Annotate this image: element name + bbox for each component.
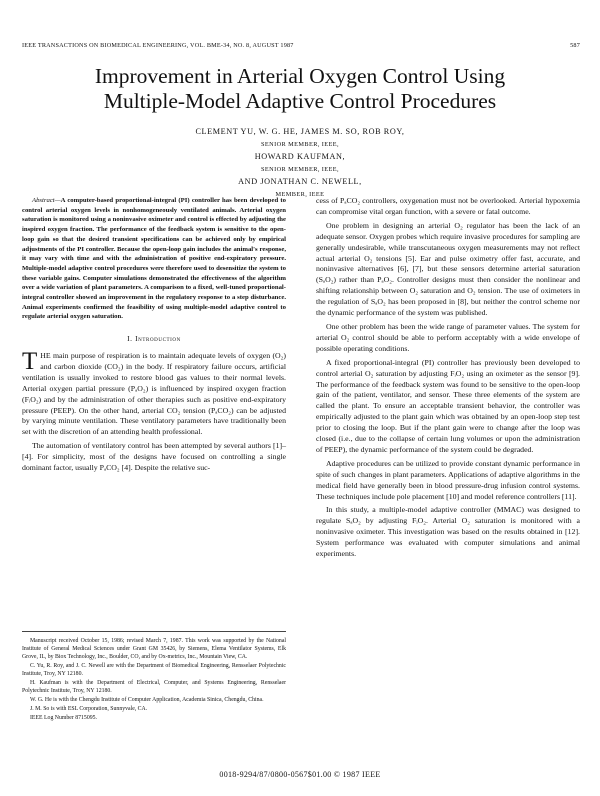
right-paragraph-4: A fixed proportional-integral (PI) controller has previously been developed to control arterial O₂ saturation by adjusting FᵢO₂ using an oximeter as the sensor [9]. The performance of the feedback system was found to be sensitive to the open-loop gain of the patient, ventilator, and sensor. These three elements of the system are called the plant. To ensure an acceptable transient behavior, the controller was empirically adjusted to the plant gain which was obtained by an open-loop step test prior to closing the loop. But if the plant gain were to change after the loop was closed (i.e., due to the collapse of certain lung volumes or upon the administration of PEEP), the dynamic performance of the system could be degraded. [316, 357, 580, 454]
abstract-label: Abstract— [32, 197, 61, 204]
right-paragraph-6: In this study, a multiple-model adaptive controller (MMAC) was designed to regulate SₐO₂ by adjusting FᵢO₂. Arterial O₂ saturation is monitored with a noninvasive oximeter. This investigation was based on the results obtained in [12]. System performance was evaluated with computer simulations and animal experiments. [316, 505, 580, 559]
author-block [0, 126, 600, 201]
section-heading-introduction: I. Introduction [127, 334, 181, 344]
author-member-title-3: MEMBER, IEEE [275, 190, 325, 198]
author-line-2 [0, 151, 600, 176]
author-line-1 [0, 126, 600, 151]
right-paragraph-5: Adaptive procedures can be utilized to provide constant dynamic performance in spite of such changes in plant parameters. Applications of adaptive algorithms in the medical field have generally been in blood pressure-drug infusion control systems. These techniques include pole placement [10] and model reference controllers [11]. [316, 458, 580, 501]
abstract-text: A computer-based proportional-integral (PI) controller has been developed to control arterial oxygen levels in nonhomogeneously ventilated animals. Arterial oxygen saturation is monitored using a noninvasive oximeter and control is effected by adjusting the inspired oxygen fraction. The performance of the feedback system is sensitive to the open-loop gain so that the desired transient specifications can be achieved only by empirical adjustments of the PI controller. Because the open-loop gain includes the animal's response, it may vary with time and with the administration of positive end-expiratory pressure. Multiple-model adaptive control procedures were therefore used to desensitize the system to these variable gains. Computer simulations demonstrated the effectiveness of the algorithm over a wide variation of plant parameters. A comparison to a fixed, well-tuned proportional-integral controller showed an improvement in the regulatory response to a step disturbance. Animal experiments confirmed the feasibility of using multiple-model adaptive control to regulate arterial oxygen saturation. [22, 197, 286, 321]
running-head [22, 42, 580, 49]
footnote-affiliation-4: J. M. So is with ESL Corporation, Sunnyvale, CA. [30, 706, 148, 712]
page-number: 587 [570, 42, 580, 49]
footnote-affiliation-1: C. Yu, R. Roy, and J. C. Newell are with the Department of Biomedical Engineering, Rensselaer Polytechnic Institute, Troy, NY 12180. [22, 663, 286, 677]
abstract [22, 196, 286, 322]
footnotes [22, 637, 286, 723]
author-member-title-1: SENIOR MEMBER, IEEE, [261, 140, 339, 148]
journal-citation: IEEE TRANSACTIONS ON BIOMEDICAL ENGINEERING, VOL. BME-34, NO. 8, AUGUST 1987 [22, 42, 294, 49]
left-column [22, 196, 286, 477]
footnote-divider [22, 631, 286, 632]
author-member-title-2: SENIOR MEMBER, IEEE, [261, 165, 339, 173]
copyright-line: 0018-9294/87/0800-0567$01.00 © 1987 IEEE [219, 770, 381, 779]
right-paragraph-1: cess of PₐCO₂ controllers, oxygenation must not be overlooked. Arterial hypoxemia can compromise vital organ function, with a severe or fatal outcome. [316, 196, 580, 216]
title-line-1: Improvement in Arterial Oxygen Control Using [94, 64, 506, 88]
footnote-log-number: IEEE Log Number 8715095. [30, 715, 97, 721]
footnote-affiliation-3: W. G. He is with the Chengdu Institute of Computer Application, Academia Sinica, Chengdu, China. [30, 697, 264, 703]
right-paragraph-3: One other problem has been the wide range of parameter values. The system for arterial O₂ control should be able to perform acceptably with a wide envelope of possible operating conditions. [316, 321, 580, 353]
author-names-2: HOWARD KAUFMAN, [254, 152, 346, 161]
author-names-3: AND JONATHAN C. NEWELL, [238, 177, 362, 186]
intro-paragraph-1-text: HE main purpose of respiration is to maintain adequate levels of oxygen (O₂) and carbon dioxide (CO₂) in the body. If respiratory failure occurs, artificial ventilation is usually invoked to restore blood gas values to their normal levels. Arterial oxygen partial pressure (PₐO₂) is influenced by inspired oxygen fraction (FᵢO₂) and by the administration of other therapies such as positive end-expiratory pressure (PEEP). On the other hand, arterial CO₂ tension (PₐCO₂) can be adjusted by varying minute ventilation. These ventilatory parameters have traditionally been set with the discretion of an attending health professional. [22, 351, 286, 437]
paper-title [0, 64, 600, 114]
footnote-manuscript: Manuscript received October 15, 1986; revised March 7, 1987. This work was supported by the National Institute of General Medical Sciences under Grant GM 35426, by Siemens, Elema Ventilator Systems, Elk Grove, IL, by Biox Technology, Inc., Boulder, CO, and by Ox-metrics, Inc., Mountain View, CA. [22, 638, 286, 660]
title-line-2: Multiple-Model Adaptive Control Procedures [103, 89, 497, 113]
right-paragraph-2: One problem in designing an arterial O₂ regulator has been the lack of an adequate sensor. Oxygen probes which require invasive procedures for sampling are generally undesirable, while transcutaneous oxygen measurements may not reflect actual arterial O₂ tensions [5]. Ear and pulse oximetry offer fast, accurate, and noninvasive alternatives [6], [7], but these sensors determine arterial saturation (SₐO₂) rather than PₐO₂. Controller designs must then consider the nonlinear and shifting relationship between O₂ saturation and O₂ tension. The use of oximeters in the regulation of SₐO₂ has been proposed in [8], but neither the control scheme nor the dynamic performance of the system was published. [316, 220, 580, 318]
intro-paragraph-1 [22, 348, 286, 438]
right-column [316, 196, 580, 563]
intro-paragraph-2: The automation of ventilatory control has been attempted by several authors [1]–[4]. For simplicity, most of the designs have focused on controlling a single dominant factor, usually PₐCO₂ [4]. Despite the relative suc- [22, 441, 286, 473]
author-names-1: CLEMENT YU, W. G. HE, JAMES M. SO, ROB ROY, [195, 127, 405, 136]
footnote-affiliation-2: H. Kaufman is with the Department of Electrical, Computer, and Systems Engineering, Rensselaer Polytechnic Institute, Troy, NY 12180. [22, 680, 286, 694]
drop-cap: T [22, 348, 38, 376]
